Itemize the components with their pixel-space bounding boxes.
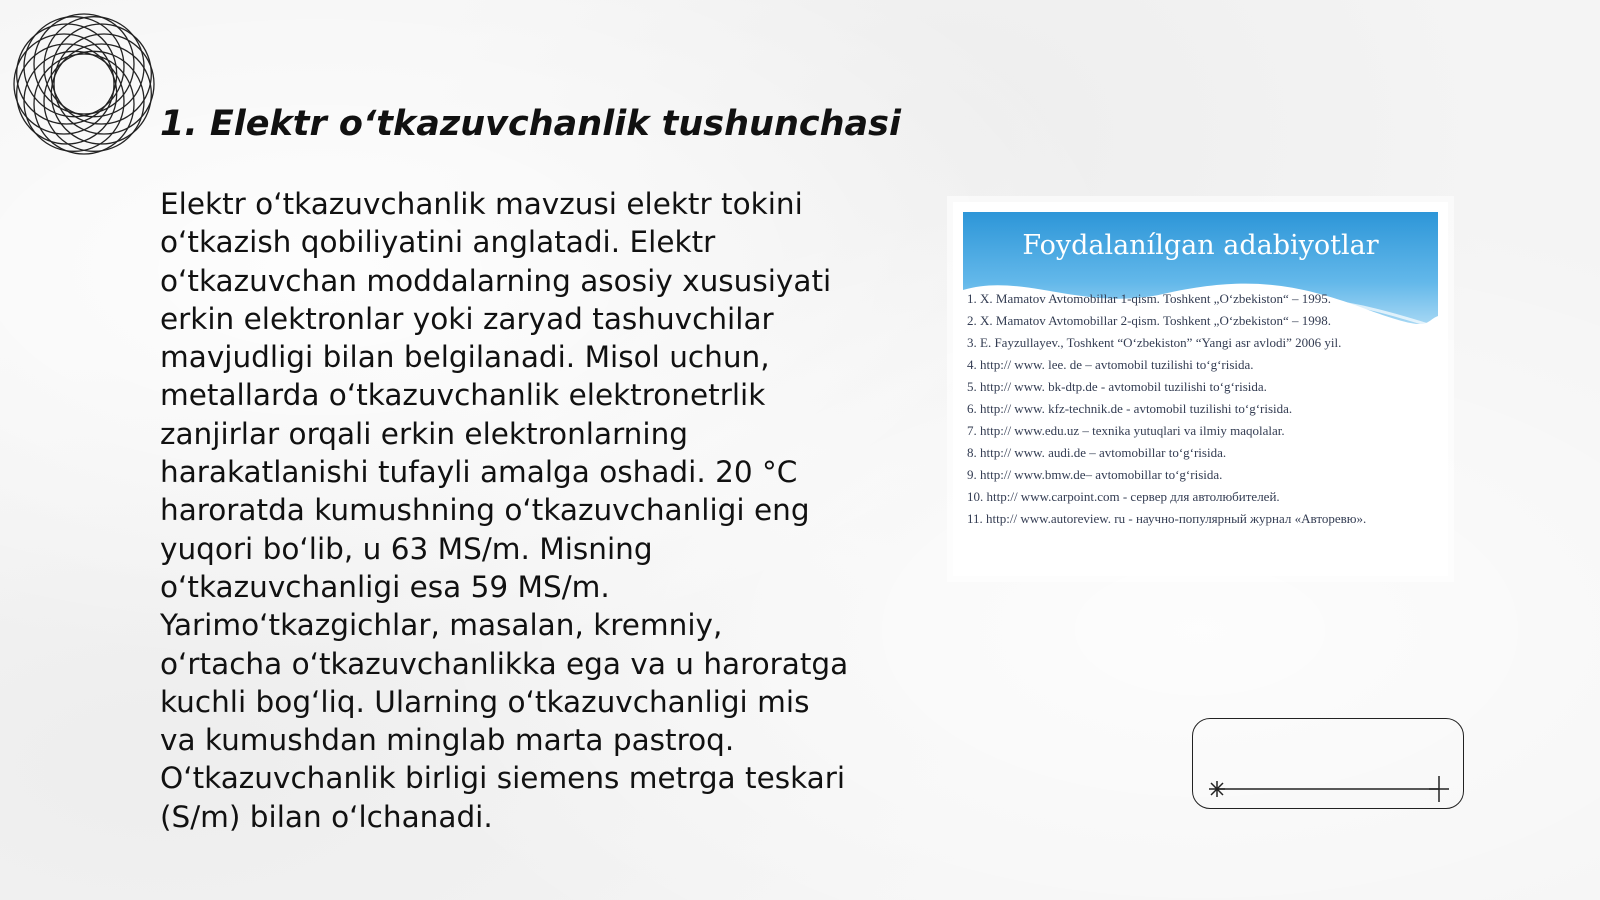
- reference-item: 2. X. Mamatov Avtomobillar 2-qism. Toshkent „O‘zbekiston“ – 1998.: [967, 313, 1332, 328]
- crosshair-icon: [1429, 776, 1449, 802]
- slide-body-text: Elektr o‘tkazuvchanlik mavzusi elektr tokini o‘tkazish qobiliyatini anglatadi. Elektr o‘tkazuvchan moddalarning asosiy xususiyati erkin elektronlar yoki zaryad tashuvchilar mavjudligi bilan belgilanadi. Misol uchun, metallarda o‘tkazuvchanlik elektronetrlik zanjirlar orqali erkin elektronlarning harakatlanishi tufayli amalga oshadi. 20 °C haroratda kumushning o‘tkazuvchanligi eng yuqori bo‘lib, u 63 MS/m. Misning o‘tkazuvchanligi esa 59 MS/m. Yarimo‘tkazgichlar, masalan, kremniy, o‘rtacha o‘tkazuvchanlikka ega va u haroratga kuchli bog‘liq. Ularning o‘tkazuvchanligi mis va kumushdan minglab marta pastroq. O‘tkazuvchanlik birligi siemens metrga teskari (S/m) bilan o‘lchanadi.: [160, 187, 849, 834]
- rosette-icon: [10, 10, 158, 158]
- references-title: Foydalanílgan adabiyotlar: [1022, 230, 1379, 261]
- reference-item: 7. http:// www.edu.uz – texnika yutuqlari va ilmiy maqolalar.: [967, 423, 1285, 438]
- reference-item: 10. http:// www.carpoint.com - сервер для автолюбителей.: [967, 489, 1280, 504]
- reference-item: 3. E. Fayzullayev., Toshkent “O‘zbekiston” “Yangi asr avlodi” 2006 yil.: [967, 335, 1342, 350]
- slide-title: 1. Elektr o‘tkazuvchanlik tushunchasi: [160, 104, 901, 144]
- reference-item: 11. http:// www.autoreview. ru - научно-популярный журнал «Авторевю».: [967, 511, 1367, 526]
- reference-item: 5. http:// www. bk-dtp.de - avtomobil tuzilishi to‘g‘risida.: [967, 379, 1267, 394]
- references-image: [953, 202, 1448, 576]
- reference-item: 6. http:// www. kfz-technik.de - avtomobil tuzilishi to‘g‘risida.: [967, 401, 1293, 416]
- reference-item: 8. http:// www. audi.de – avtomobillar to‘g‘risida.: [967, 445, 1227, 460]
- references-list: [967, 288, 1442, 530]
- reference-item: 4. http:// www. lee. de – avtomobil tuzilishi to‘g‘risida.: [967, 357, 1254, 372]
- slider-control: [1192, 718, 1464, 809]
- reference-item: 1. X. Mamatov Avtomobillar 1-qism. Toshkent „O‘zbekiston“ – 1995.: [967, 291, 1332, 306]
- reference-item: 9. http:// www.bmw.de– avtomobillar to‘g‘risida.: [967, 467, 1223, 482]
- sparkle-icon: [1209, 781, 1225, 797]
